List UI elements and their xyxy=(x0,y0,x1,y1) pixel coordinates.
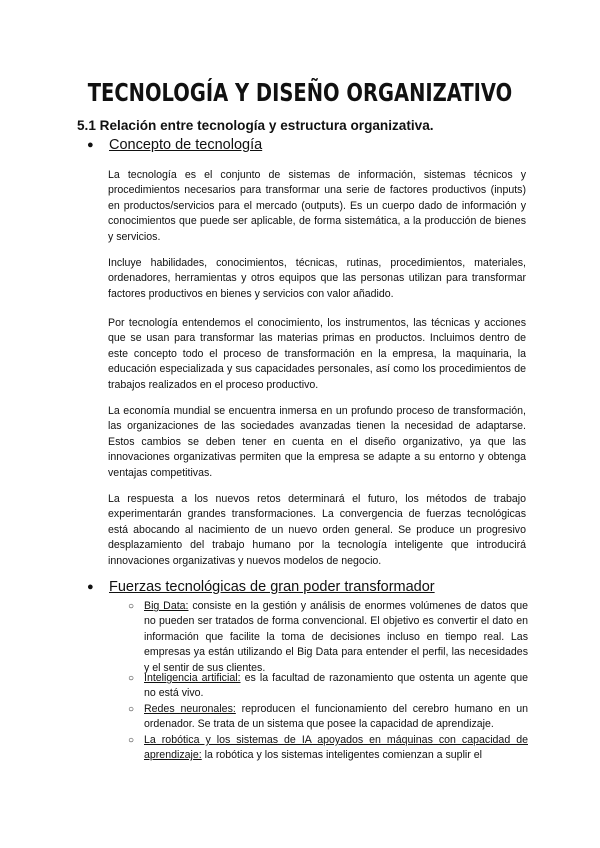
circle-bullet-icon: ○ xyxy=(128,601,135,612)
paragraph: La economía mundial se encuentra inmersa en un profundo proceso de transformación, las organizaciones de las sociedades avanzadas tienen la necesidad de adaptarse. Estos cambios se deben tener en cuenta en el diseño organizativo, ya que las innovaciones organizativas permiten que la empresa se adapte a su entorno y obtenga ventajas competitivas. xyxy=(108,405,526,479)
paragraph: La respuesta a los nuevos retos determinará el futuro, los métodos de trabajo experimentarán grandes transformaciones. La convergencia de fuerzas tecnológicas está abocando al nacimiento de un nuevo orden general. Se produce un progresivo desplazamiento del trabajo humano por la tecnología inteligente que introducirá innovaciones organizativas y nuevos modelos de negocio. xyxy=(108,493,526,567)
subitem-inteligencia-artificial xyxy=(128,671,528,702)
subitem-term: Redes neuronales: xyxy=(144,703,236,715)
paragraph: La tecnología es el conjunto de sistemas de información, sistemas técnicos y procedimientos necesarios para transformar una serie de factores productivos (inputs) en productos/servicios para el mercado (outputs). Es un cuerpo dado de información y conocimientos que puede ser aplicable, de forma sistemática, a la producción de bienes y servicios. xyxy=(108,169,526,243)
bullet-concepto-tecnologia xyxy=(87,137,262,153)
subitem-text: reproducen el funcionamiento del cerebro humano en un ordenador. Se trata de un sistema que posee la capacidad de aprendizaje. xyxy=(144,703,528,731)
bullet-fuerzas-tecnologicas xyxy=(87,579,435,595)
page-title: TECNOLOGÍA Y DISEÑO ORGANIZATIVO xyxy=(87,78,513,107)
bullet-dot-icon: ● xyxy=(87,139,94,151)
subitem-big-data xyxy=(128,599,528,676)
paragraph: Incluye habilidades, conocimientos, técnicas, rutinas, procedimientos, materiales, ordenadores, herramientas y otros equipos que las personas utilizan para transformar factores productivos en bienes y servicios con valor añadido. xyxy=(108,257,526,300)
circle-bullet-icon: ○ xyxy=(128,735,135,746)
bullet-label: Concepto de tecnología xyxy=(109,137,263,153)
subitem-term: Big Data: xyxy=(144,600,189,612)
subitem-text: es la facultad de razonamiento que ostenta un agente que no está vivo. xyxy=(144,672,528,700)
bullet-dot-icon: ● xyxy=(87,581,94,593)
subitem-text: la robótica y los sistemas inteligentes comienzan a suplir el xyxy=(201,749,482,762)
subitem-robotica xyxy=(128,733,528,764)
subitem-text: consiste en la gestión y análisis de enormes volúmenes de datos que no pueden ser tratados de forma convencional. El objetivo es convertir el dato en información que facilite la toma de decisiones incluso en tiempo real. Las empresas ya están utilizando el Big Data para entender el perfil, las necesidades y el sentir de sus clientes. xyxy=(144,600,528,674)
paragraph: Por tecnología entendemos el conocimiento, los instrumentos, las técnicas y acciones que se usan para transformar las materias primas en productos. Incluimos dentro de este concepto todo el proceso de transformación en la empresa, la maquinaria, la educación especializada y sus capacidades personales, así como los procedimientos de trabajos realizados en el proceso productivo. xyxy=(108,317,526,391)
circle-bullet-icon: ○ xyxy=(128,673,135,684)
subitem-redes-neuronales xyxy=(128,702,528,733)
bullet-label: Fuerzas tecnológicas de gran poder transformador xyxy=(109,579,435,595)
subitem-term: Inteligencia artificial: xyxy=(144,672,241,684)
section-heading: 5.1 Relación entre tecnología y estructura organizativa. xyxy=(77,118,434,133)
subitem-term: La robótica y los sistemas de IA apoyados en máquinas con capacidad de aprendizaje: xyxy=(144,734,528,762)
circle-bullet-icon: ○ xyxy=(128,704,135,715)
